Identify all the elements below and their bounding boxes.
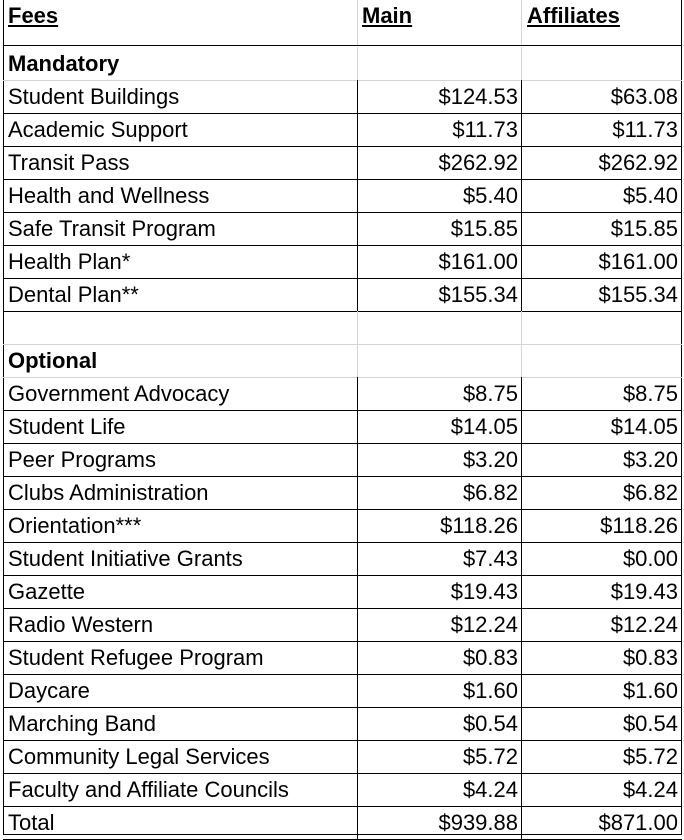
table-row-main-amount: $12.24	[450, 612, 518, 637]
table-row-label: Student Buildings	[8, 84, 180, 109]
table-row-affiliates-amount: $161.00	[598, 249, 678, 274]
column-divider	[521, 641, 522, 674]
gridline-vertical	[357, 311, 358, 344]
left-border	[3, 0, 4, 835]
table-row-label: Orientation***	[8, 513, 142, 538]
column-divider	[521, 509, 522, 542]
column-divider	[357, 707, 358, 740]
column-divider	[357, 377, 358, 410]
gridline-vertical	[521, 311, 522, 344]
column-divider	[521, 146, 522, 179]
table-row-label: Student Initiative Grants	[8, 546, 243, 571]
column-divider	[521, 542, 522, 575]
table-row-affiliates-amount: $0.83	[622, 645, 678, 670]
column-divider	[357, 575, 358, 608]
column-divider	[357, 509, 358, 542]
table-row-affiliates-amount: $4.24	[622, 777, 678, 802]
column-divider	[521, 443, 522, 476]
table-row-affiliates-amount: $1.60	[622, 678, 678, 703]
column-divider	[357, 212, 358, 245]
table-row-label: Daycare	[8, 678, 90, 703]
table-row-main-amount: $15.85	[450, 216, 518, 241]
table-row-main-amount: $7.43	[462, 546, 518, 571]
table-row-label: Clubs Administration	[8, 480, 209, 505]
column-divider	[521, 410, 522, 443]
table-row-label: Academic Support	[8, 117, 188, 142]
table-row-affiliates-amount: $19.43	[610, 579, 678, 604]
right-border	[681, 0, 682, 835]
table-row-label: Government Advocacy	[8, 381, 230, 406]
table-row-affiliates-amount: $0.54	[622, 711, 678, 736]
total-row-affiliates-amount: $871.00	[598, 810, 678, 835]
table-row-main-amount: $3.20	[462, 447, 518, 472]
column-divider	[521, 740, 522, 773]
column-divider	[357, 476, 358, 509]
column-divider	[357, 806, 358, 839]
table-row-affiliates-amount: $8.75	[622, 381, 678, 406]
gridline-vertical	[357, 344, 358, 377]
table-row-main-amount: $161.00	[438, 249, 518, 274]
column-divider	[521, 377, 522, 410]
table-row-main-amount: $11.73	[452, 117, 518, 142]
column-divider	[357, 443, 358, 476]
column-divider	[521, 245, 522, 278]
gridline-vertical	[357, 0, 358, 45]
row-divider	[3, 575, 682, 576]
table-row-label: Radio Western	[8, 612, 154, 637]
table-row-label: Student Refugee Program	[8, 645, 264, 670]
table-row-affiliates-amount: $11.73	[612, 117, 678, 142]
table-row-affiliates-amount: $0.00	[622, 546, 678, 571]
table-row-main-amount: $8.75	[462, 381, 518, 406]
column-divider	[521, 608, 522, 641]
column-divider	[521, 773, 522, 806]
table-row-affiliates-amount: $3.20	[622, 447, 678, 472]
gridline-vertical	[521, 0, 522, 45]
table-row-main-amount: $4.24	[462, 777, 518, 802]
column-divider	[521, 476, 522, 509]
header-affiliates: Affiliates	[527, 3, 620, 28]
table-row-main-amount: $19.43	[450, 579, 518, 604]
table-row-affiliates-amount: $5.40	[622, 183, 678, 208]
table-row-main-amount: $124.53	[438, 84, 518, 109]
column-divider	[521, 278, 522, 311]
table-row-main-amount: $1.60	[462, 678, 518, 703]
table-row-affiliates-amount: $5.72	[622, 744, 678, 769]
row-divider	[3, 674, 682, 675]
gridline-vertical	[357, 47, 358, 80]
total-top-rule	[3, 806, 682, 807]
table-row-label: Dental Plan**	[8, 282, 139, 307]
table-row-affiliates-amount: $118.26	[600, 513, 678, 538]
column-divider	[521, 674, 522, 707]
column-divider	[521, 212, 522, 245]
column-divider	[357, 278, 358, 311]
column-divider	[521, 80, 522, 113]
total-row-label: Total	[8, 810, 55, 835]
column-divider	[521, 113, 522, 146]
table-row-affiliates-amount: $155.34	[598, 282, 678, 307]
header-main: Main	[362, 3, 413, 28]
bottom-border	[3, 834, 682, 835]
column-divider	[357, 674, 358, 707]
column-divider	[357, 179, 358, 212]
column-divider	[357, 641, 358, 674]
total-row-main-amount: $939.88	[438, 810, 518, 835]
table-row-main-amount: $5.40	[462, 183, 518, 208]
table-row-main-amount: $6.82	[462, 480, 518, 505]
table-row-affiliates-amount: $63.08	[610, 84, 678, 109]
column-divider	[521, 179, 522, 212]
column-divider	[357, 410, 358, 443]
table-row-main-amount: $0.83	[462, 645, 518, 670]
column-divider	[357, 113, 358, 146]
table-row-label: Peer Programs	[8, 447, 156, 472]
table-row-affiliates-amount: $6.82	[622, 480, 678, 505]
table-row-label: Gazette	[8, 579, 86, 604]
table-row-affiliates-amount: $262.92	[598, 150, 678, 175]
column-divider	[357, 245, 358, 278]
table-row-main-amount: $155.34	[438, 282, 518, 307]
table-row-affiliates-amount: $15.85	[610, 216, 678, 241]
column-divider	[357, 773, 358, 806]
table-row-label: Safe Transit Program	[8, 216, 216, 241]
column-divider	[357, 608, 358, 641]
gridline-horizontal	[3, 344, 682, 345]
table-row-label: Health Plan*	[8, 249, 131, 274]
gridline-vertical	[521, 47, 522, 80]
table-row-label: Transit Pass	[8, 150, 130, 175]
row-divider	[3, 311, 682, 312]
section-title: Optional	[8, 348, 98, 373]
table-row-main-amount: $0.54	[462, 711, 518, 736]
header-fees: Fees	[8, 3, 59, 28]
column-divider	[521, 806, 522, 839]
table-row-main-amount: $118.26	[440, 513, 518, 538]
column-divider	[357, 740, 358, 773]
table-row-label: Student Life	[8, 414, 126, 439]
column-divider	[521, 707, 522, 740]
section-title: Mandatory	[8, 51, 120, 76]
table-row-affiliates-amount: $12.24	[610, 612, 678, 637]
table-row-main-amount: $14.05	[450, 414, 518, 439]
header-divider	[3, 45, 682, 46]
table-row-label: Faculty and Affiliate Councils	[8, 777, 289, 802]
column-divider	[357, 80, 358, 113]
table-row-affiliates-amount: $14.05	[610, 414, 678, 439]
table-row-label: Community Legal Services	[8, 744, 270, 769]
column-divider	[357, 146, 358, 179]
column-divider	[357, 542, 358, 575]
table-row-label: Health and Wellness	[8, 183, 210, 208]
column-divider	[521, 575, 522, 608]
table-row-label: Marching Band	[8, 711, 156, 736]
table-row-main-amount: $262.92	[438, 150, 518, 175]
gridline-vertical	[521, 344, 522, 377]
table-row-main-amount: $5.72	[462, 744, 518, 769]
